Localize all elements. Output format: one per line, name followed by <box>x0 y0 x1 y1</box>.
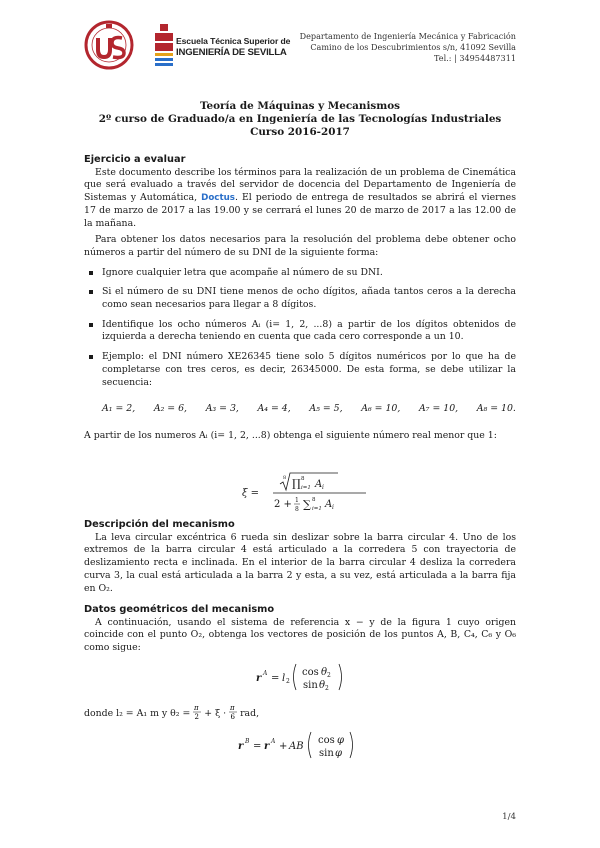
svg-text:8: 8 <box>312 497 316 503</box>
example-sequence <box>84 403 516 416</box>
svg-text:B: B <box>245 738 250 745</box>
svg-text:i: i <box>332 504 334 511</box>
svg-text:φ: φ <box>337 735 345 746</box>
svg-text:cos: cos <box>318 735 335 746</box>
ra-equation <box>254 660 354 694</box>
department-phone: Tel.: | 34954487311 <box>434 53 516 63</box>
section-datos <box>84 604 516 655</box>
svg-text:θ: θ <box>319 680 326 691</box>
course-title: Teoría de Máquinas y Mecanismos <box>199 100 401 112</box>
rb-equation <box>236 728 366 762</box>
academic-year: Curso 2016-2017 <box>250 126 350 138</box>
svg-text:1: 1 <box>295 497 299 504</box>
svg-text:2: 2 <box>327 672 331 679</box>
svg-text:l: l <box>282 673 286 684</box>
svg-text:A: A <box>315 479 323 490</box>
section-descripcion <box>84 519 516 595</box>
xi-formula <box>240 472 380 514</box>
sequence-item: A₇ = 10, <box>419 403 459 415</box>
svg-text:6: 6 <box>230 713 236 721</box>
donde-line: donde l₂ = A₁ m y θ₂ = π 2 + ξ · π 6 rad, <box>84 704 260 721</box>
svg-text:cos: cos <box>302 667 319 678</box>
svg-text:=: = <box>271 673 280 684</box>
svg-text:i=1: i=1 <box>301 485 311 491</box>
svg-text:2: 2 <box>194 713 200 721</box>
section-heading: Descripción del mecanismo <box>84 519 235 530</box>
svg-text:r: r <box>238 741 244 752</box>
svg-text:A: A <box>271 738 276 745</box>
university-seal-icon <box>84 20 144 70</box>
pi-over-6 <box>229 703 237 721</box>
svg-text:A: A <box>263 670 268 677</box>
svg-text:8: 8 <box>301 476 305 482</box>
svg-text:θ: θ <box>321 667 328 678</box>
sequence-item: A₂ = 6, <box>153 403 188 415</box>
sequence-item: A₈ = 10. <box>476 403 516 415</box>
sequence-item: A₄ = 4, <box>257 403 291 415</box>
department-address: Camino de los Descubrimientos s/n, 41092 Sevilla <box>310 42 516 52</box>
department-name: Departamento de Ingeniería Mecánica y Fabricación <box>299 31 516 41</box>
sequence-item: A₆ = 10, <box>361 403 401 415</box>
etsi-name-line2: INGENIERÍA DE SEVILLA <box>176 47 287 58</box>
svg-text:2 +: 2 + <box>274 499 292 510</box>
document-title <box>84 100 516 139</box>
section-heading: Datos geométricos del mecanismo <box>84 604 275 615</box>
svg-text:r: r <box>264 741 270 752</box>
svg-text:sin: sin <box>303 680 318 691</box>
svg-text:i: i <box>322 484 324 491</box>
bullet-list <box>84 267 516 390</box>
svg-text:=: = <box>253 741 262 752</box>
svg-text:A: A <box>325 499 333 510</box>
paragraph: A partir de los numeros Aᵢ (i= 1, 2, ...8) obtenga el siguiente número real menor que 1: <box>84 429 497 441</box>
list-item: Ignore cualquier letra que acompañe al número de su DNI. <box>84 267 516 280</box>
svg-text:2: 2 <box>325 685 329 692</box>
paragraph: Este documento describe los términos para la realización de un problema de Cinemática que será evaluado a través del servidor de docencia del Departamento de Ingeniería de Sistemas y Automática, Doctus. El periodo de entrega de resultados se abrirá el viernes 17 de marzo de 2017 a las 19.00 y se cerrará el lunes 20 de marzo de 2017 a las 12.00 de la mañana. <box>84 166 516 229</box>
degree-title: 2º curso de Graduado/a en Ingeniería de las Tecnologías Industriales <box>98 113 502 125</box>
section-ejercicio <box>84 154 516 443</box>
list-item: Si el número de su DNI tiene menos de ocho dígitos, añada tantos ceros a la derecha como sean necesarios para llegar a 8 dígitos. <box>84 286 516 311</box>
list-item: Identifique los ocho números Aᵢ (i= 1, 2, ...8) a partir de los dígitos obtenidos de izquierda a derecha teniendo en cuenta que cada cero corresponde a un 10. <box>84 319 516 344</box>
svg-text:+: + <box>279 741 288 752</box>
doctus-link[interactable]: Doctus <box>201 193 235 204</box>
svg-text:8: 8 <box>283 475 287 481</box>
svg-text:2: 2 <box>286 678 290 685</box>
section-heading: Ejercicio a evaluar <box>84 154 186 165</box>
etsi-name-line1: Escuela Técnica Superior de <box>176 36 291 46</box>
svg-text:8: 8 <box>295 506 299 513</box>
paragraph: La leva circular excéntrica 6 rueda sin deslizar sobre la barra circular 4. Uno de los extremos de la barra circular 4 está articulado a la corredera 5 con trayectoria de deslizamiento recta e inclinada. En el interior de la barra circular 4 desliza la corredera curva 3, la cual está articulada a la barra 2 y esta, a su vez, está articulada a la barra fija en O₂. <box>84 531 516 594</box>
svg-text:π: π <box>194 704 199 712</box>
svg-text:∏: ∏ <box>292 477 301 490</box>
department-info <box>300 31 516 64</box>
svg-text:i=1: i=1 <box>312 506 322 512</box>
page-number: 1/4 <box>502 812 516 822</box>
sequence-item: A₅ = 5, <box>309 403 343 415</box>
svg-text:AB: AB <box>289 741 304 752</box>
svg-text:r: r <box>256 673 262 684</box>
sequence-item: A₃ = 3, <box>205 403 239 415</box>
svg-text:π: π <box>230 704 235 712</box>
svg-text:ξ =: ξ = <box>242 488 260 499</box>
svg-text:sin: sin <box>319 748 334 759</box>
svg-text:∑: ∑ <box>303 498 311 511</box>
paragraph: Para obtener los datos necesarios para la resolución del problema debe obtener ocho números a partir del número de su DNI de la siguiente forma: <box>84 234 516 258</box>
sequence-item: A₁ = 2, <box>102 403 136 415</box>
list-item: Ejemplo: el DNI número XE26345 tiene solo 5 dígitos numéricos por lo que ha de completarse con tres ceros, es decir, 26345000. De esta forma, se debe utilizar la secuencia: <box>84 351 516 389</box>
svg-text:φ: φ <box>335 748 343 759</box>
paragraph: A continuación, usando el sistema de referencia x − y de la figura 1 cuyo origen coincide con el punto O₂, obtenga los vectores de posición de los puntos A, B, C₄, C₆ y O₆ como sigue: <box>84 616 516 654</box>
header-logos <box>84 20 291 70</box>
